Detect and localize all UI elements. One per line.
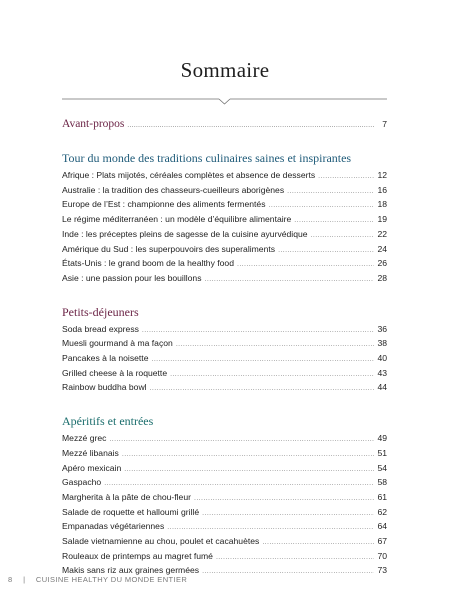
toc-entry-page: 43 <box>377 367 387 378</box>
toc-entry-label: Australie : la tradition des chasseurs-cueilleurs aborigènes <box>62 184 285 195</box>
toc-entry-label: Rouleaux de printemps au magret fumé <box>62 550 213 561</box>
toc-entry-page: 73 <box>377 565 387 576</box>
toc-entry[interactable] <box>62 550 387 565</box>
section-title[interactable]: Tour du monde des traditions culinaires saines et inspirantes <box>62 151 352 165</box>
toc-sections <box>62 150 387 579</box>
toc-entry-label: Salade de roquette et halloumi grillé <box>62 506 200 517</box>
section-title[interactable]: Apéritifs et entrées <box>62 414 154 429</box>
toc-entry-label: Apéro mexicain <box>62 462 122 473</box>
toc-entry-label: Le régime méditerranéen : un modèle d’équilibre alimentaire <box>62 214 292 225</box>
dot-leader <box>216 552 374 565</box>
toc-entry-label: Asie : une passion pour les bouillons <box>62 272 202 283</box>
toc-entry-page: 18 <box>377 199 387 210</box>
dot-leader <box>269 200 375 213</box>
dot-leader <box>262 537 374 550</box>
toc-entry-page: 16 <box>377 184 387 195</box>
toc-entry-label: Pancakes à la noisette <box>62 353 149 364</box>
dot-leader <box>170 369 374 382</box>
toc-entry-page: 7 <box>382 119 387 129</box>
dot-leader <box>202 566 374 579</box>
dot-leader <box>150 383 374 396</box>
dot-leader <box>318 171 374 184</box>
toc-entry-avant-propos[interactable] <box>62 116 387 133</box>
toc-entry[interactable] <box>62 381 387 396</box>
toc-entry-label: Inde : les préceptes pleins de sagesse de la cuisine ayurvédique <box>62 228 308 239</box>
toc-entry-label: Empanadas végétariennes <box>62 521 165 532</box>
toc-entry-page: 12 <box>377 170 387 180</box>
toc-entry[interactable] <box>62 367 387 382</box>
toc-entry[interactable] <box>62 213 387 228</box>
toc-entry-page: 49 <box>377 433 387 444</box>
page-footer <box>8 575 195 584</box>
toc-entry[interactable] <box>62 432 387 447</box>
dot-leader <box>194 493 374 506</box>
toc-entry-page: 44 <box>377 382 387 393</box>
toc-entry-page: 67 <box>377 536 387 547</box>
dot-leader <box>278 245 374 258</box>
title-divider <box>62 96 387 106</box>
toc-entry-label: Mezzé libanais <box>62 447 119 458</box>
toc-entry[interactable] <box>62 462 387 477</box>
toc-entry-page: 61 <box>377 491 387 502</box>
toc-entry-page: 62 <box>377 506 387 517</box>
toc-entry[interactable] <box>62 520 387 535</box>
dot-leader <box>287 186 374 199</box>
toc-entry-label: Afrique : Plats mijotés, céréales complètes et absence de desserts <box>62 170 316 180</box>
dot-leader <box>237 259 374 272</box>
toc-entry-label: Mezzé grec <box>62 433 107 444</box>
dot-leader <box>311 230 374 243</box>
toc-entry-label: Rainbow buddha bowl <box>62 382 147 393</box>
dot-leader <box>104 478 374 491</box>
toc-entry-page: 70 <box>377 550 387 561</box>
toc-entry[interactable] <box>62 337 387 352</box>
toc-entry[interactable] <box>62 272 387 287</box>
toc-entry-label: Amérique du Sud : les superpouvoirs des superaliments <box>62 243 276 254</box>
dot-leader <box>127 117 374 133</box>
dot-leader <box>205 274 375 287</box>
footer-page-number: 8 <box>8 575 13 584</box>
toc-entry-label: États-Unis : le grand boom de la healthy food <box>62 258 234 269</box>
toc-section <box>62 150 387 287</box>
toc-entry-page: 51 <box>377 447 387 458</box>
dot-leader <box>109 434 374 447</box>
toc-entry-label: Gaspacho <box>62 477 102 488</box>
footer-book-title: CUISINE HEALTHY DU MONDE ENTIER <box>35 575 188 584</box>
toc-entry-label: Margherita à la pâte de chou-fleur <box>62 491 191 502</box>
toc-entry-page: 64 <box>377 521 387 532</box>
toc-entry[interactable] <box>62 323 387 338</box>
toc-entry[interactable] <box>62 535 387 550</box>
toc-entry[interactable] <box>62 198 387 213</box>
toc-entry-page: 28 <box>377 272 387 283</box>
toc-section <box>62 413 387 579</box>
dot-leader <box>124 464 374 477</box>
toc-entry[interactable] <box>62 352 387 367</box>
toc-entry-page: 24 <box>377 243 387 254</box>
toc-entry-page: 22 <box>377 228 387 239</box>
toc-entry-page: 40 <box>377 353 387 364</box>
dot-leader <box>151 354 374 367</box>
footer-separator: | <box>23 575 26 584</box>
toc-entry-label: Grilled cheese à la roquette <box>62 367 168 378</box>
toc-entry-page: 58 <box>377 477 387 488</box>
dot-leader <box>202 508 374 521</box>
toc-entry-page: 26 <box>377 258 387 269</box>
toc-entry-page: 36 <box>377 323 387 334</box>
dot-leader <box>167 522 374 535</box>
toc-entry-page: 19 <box>377 214 387 225</box>
toc-entry-page: 38 <box>377 338 387 349</box>
dot-leader <box>122 449 374 462</box>
page-title: Sommaire <box>180 58 270 82</box>
toc-entry-label: Avant-propos <box>62 118 125 130</box>
toc-entry-label: Makis sans riz aux graines germées <box>62 565 200 576</box>
toc-entry-label: Salade vietnamienne au chou, poulet et cacahuètes <box>62 536 260 547</box>
toc-entry[interactable] <box>62 228 387 243</box>
toc-content <box>62 116 387 579</box>
toc-entry-label: Muesli gourmand à ma façon <box>62 338 173 349</box>
toc-entry-label: Soda bread express <box>62 323 139 334</box>
dot-leader <box>294 215 374 228</box>
toc-entry[interactable] <box>62 243 387 258</box>
toc-entry-label: Europe de l’Est : championne des aliments fermentés <box>62 199 266 210</box>
toc-section <box>62 304 387 397</box>
toc-entry[interactable] <box>62 447 387 462</box>
dot-leader <box>176 339 374 352</box>
toc-entry[interactable] <box>62 491 387 506</box>
dot-leader <box>142 325 374 338</box>
toc-entry[interactable] <box>62 257 387 272</box>
toc-entry-page: 54 <box>377 462 387 473</box>
toc-entry[interactable] <box>62 169 387 184</box>
section-title[interactable]: Petits-déjeuners <box>62 304 139 319</box>
toc-entry[interactable] <box>62 184 387 199</box>
toc-entry[interactable] <box>62 506 387 521</box>
toc-entry[interactable] <box>62 476 387 491</box>
